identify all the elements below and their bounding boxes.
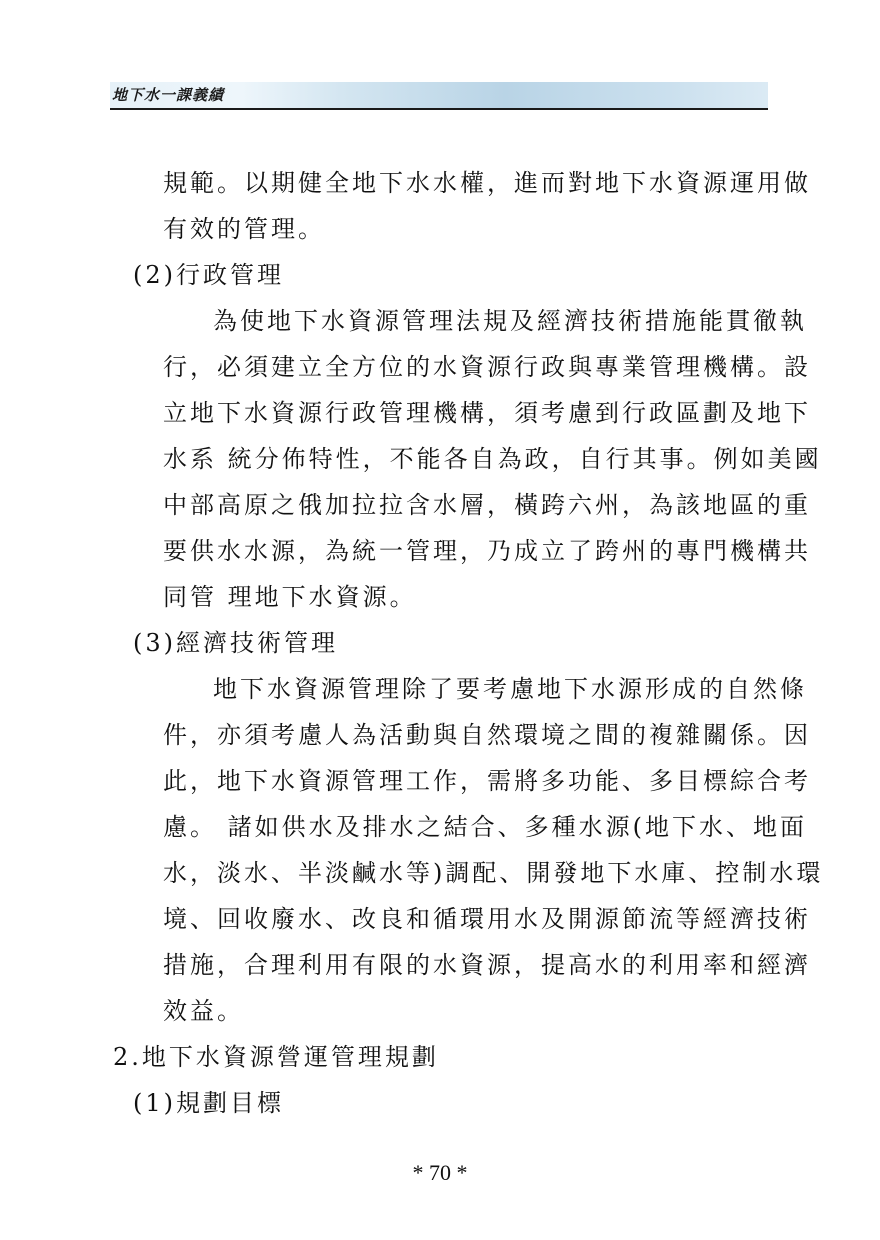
body-line: 行，必須建立全方位的水資源行政與專業管理機構。設 — [163, 353, 811, 381]
body-line: 為使地下水資源管理法規及經濟技術措施能貫徹執 — [213, 307, 807, 335]
running-header-title: 地下水一課義績 — [112, 86, 225, 104]
body-line: 要供水水源，為統一管理，乃成立了跨州的專門機構共 — [163, 537, 811, 565]
body-line: 水系 統分佈特性，不能各自為政，自行其事。例如美國 — [163, 445, 822, 473]
header-rule — [110, 108, 768, 110]
body-line: 此，地下水資源管理工作，需將多功能、多目標綜合考 — [163, 767, 811, 795]
page-number: * 70 * — [412, 1160, 468, 1185]
body-line: 水，淡水、半淡鹹水等)調配、開發地下水庫、控制水環 — [163, 859, 824, 887]
body-line: 同管 理地下水資源。 — [163, 583, 417, 611]
section-heading: 2.地下水資源營運管理規劃 — [113, 1043, 439, 1071]
body-line: 慮。 諸如供水及排水之結合、多種水源(地下水、地面 — [163, 813, 807, 841]
subsection-heading: (1)規劃目標 — [133, 1089, 284, 1117]
subsection-heading: (2)行政管理 — [133, 261, 284, 289]
body-line: 立地下水資源行政管理機構，須考慮到行政區劃及地下 — [163, 399, 811, 427]
body-line: 規範。以期健全地下水水權，進而對地下水資源運用做 — [163, 169, 811, 197]
body-line: 件，亦須考慮人為活動與自然環境之間的複雜關係。因 — [163, 721, 811, 749]
body-line: 中部高原之俄加拉拉含水層，橫跨六州，為該地區的重 — [163, 491, 811, 519]
body-line: 措施，合理利用有限的水資源，提高水的利用率和經濟 — [163, 951, 811, 979]
body-line: 境、回收廢水、改良和循環用水及開源節流等經濟技術 — [163, 905, 811, 933]
body-line: 有效的管理。 — [163, 215, 325, 243]
subsection-heading: (3)經濟技術管理 — [133, 629, 338, 657]
body-line: 地下水資源管理除了要考慮地下水源形成的自然條 — [213, 675, 807, 703]
body-line: 效益。 — [163, 997, 244, 1025]
